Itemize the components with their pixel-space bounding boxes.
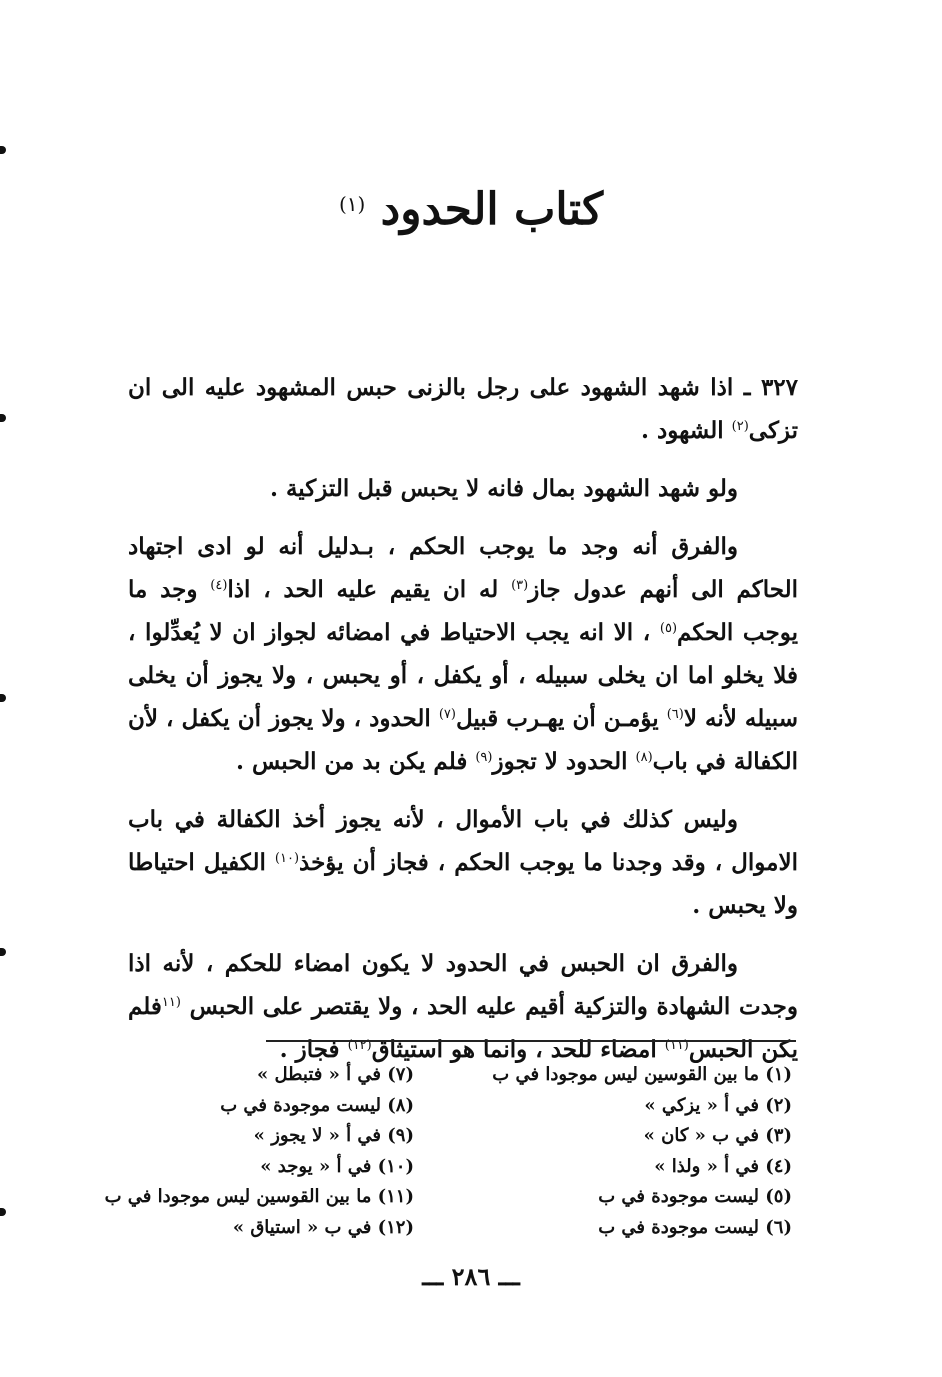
footnote-ref: (٨) (635, 750, 653, 765)
scan-edge-mark (0, 1208, 6, 1216)
footnote-separator (266, 1040, 796, 1042)
paragraph-p1 (128, 366, 798, 452)
scan-edge-mark (0, 948, 6, 956)
paragraph-p5 (128, 942, 798, 1071)
footnote-item: (١٢) في ب « استياق » (232, 1216, 414, 1238)
body-text (128, 366, 798, 1086)
footnote-item: (٥) ليست موجودة في ب (598, 1186, 792, 1207)
chapter-title-footnote-ref: (١) (338, 192, 366, 216)
paragraph-text: الحدود ، ولا يجوز أن يكفل ، لأن الكفالة في باب (128, 705, 798, 775)
footnote-item: (٨) ليست موجودة في ب (220, 1094, 414, 1116)
footnote-ref: (٤) (210, 578, 228, 593)
paragraph-text: يؤمـن أن يهـرب قبيل (455, 705, 667, 732)
footnotes-column-right (492, 1060, 792, 1243)
footnote-item: (١) ما بين القوسين ليس موجودا في ب (492, 1064, 792, 1085)
paragraph-text: فجاز . (279, 1036, 348, 1063)
footnote-ref: (٥) (659, 621, 678, 636)
footnotes-column-left (104, 1060, 414, 1243)
footnote-item: (٤) في أ « ولذا » (654, 1155, 792, 1177)
footnote-item: (١٠) في أ « يوجد » (260, 1155, 414, 1177)
paragraph-text: وليس كذلك في باب الأموال ، لأنه يجوز أخذ الكفالة في باب الاموال ، وقد وجدنا ما يوجب الحكم ، فجاز أن يؤخذ (128, 806, 798, 876)
footnote-ref: (٦) (666, 707, 684, 722)
paragraph-text: الحدود لا تجوز (492, 748, 636, 775)
footnote-ref: (١٢) (347, 1038, 372, 1053)
paragraph-text: ٣٢٧ ـ اذا شهد الشهود على رجل بالزنى حبس المشهود عليه الى ان تزكى (128, 374, 798, 444)
paragraph-text: ، الا انه يجب الاحتياط في امضائه لجواز ان لا يُعدِّلوا ، فلا يخلو اما ان يخلى سبيله ، أو يكفل ، أو يحبس ، ولا يجوز أن يخلى سبيله لأنه لا (128, 619, 798, 732)
footnote-item: (٩) في أ « لا يجوز » (253, 1125, 414, 1146)
footnote-ref: (٢) (731, 419, 749, 434)
paragraph-text: والفرق ان الحبس في الحدود لا يكون امضاء للحكم ، لأنه اذا وجدت الشهادة والتزكية أقيم عليه الحد ، ولا يقتصر على الحبس (128, 950, 798, 1020)
paragraph-text: له ان يقيم عليه الحد ، اذا (227, 576, 512, 603)
scan-edge-mark (0, 414, 6, 422)
footnote-ref: (٣) (511, 578, 529, 593)
footnote-item: (٣) في ب « كان » (643, 1125, 792, 1146)
footnote-item: (٦) ليست موجودة في ب (598, 1216, 792, 1238)
footnote-ref: (٧) (438, 707, 456, 722)
paragraph-text: والفرق أنه وجد ما يوجب الحكم ، بـدليل أنه لو ادى اجتهاد الحاكم الى أنهم عدول جاز (128, 533, 798, 603)
footnote-item: (١١) ما بين القوسين ليس موجودا في ب (104, 1186, 414, 1207)
paragraph-text: فلم يكن الحبس (128, 993, 798, 1063)
footnote-ref: (١١ (161, 995, 181, 1010)
paragraph-text: امضاء للحد ، وانما هو استيثاق (371, 1036, 665, 1063)
scan-edge-mark (0, 146, 6, 154)
footnote-ref: (٩) (475, 750, 493, 765)
paragraph-p4 (128, 798, 798, 927)
footnote-item: (٢) في أ « يزكي » (644, 1094, 792, 1116)
paragraph-text: فلم يكن بد من الحبس . (235, 748, 476, 775)
paragraph-p2 (128, 467, 798, 510)
chapter-title-text: كتاب الحدود (380, 184, 604, 235)
paragraph-text: ولو شهد الشهود بمال فانه لا يحبس قبل التزكية . (269, 475, 738, 502)
footnote-item: (٧) في أ « فتبطل » (256, 1064, 414, 1085)
paragraph-text: الكفيل احتياطا ولا يحبس . (128, 849, 798, 919)
chapter-title (0, 180, 942, 240)
footnote-ref: (١٠) (274, 851, 300, 866)
footnote-ref: (١١) (664, 1038, 689, 1053)
paragraph-p3 (128, 525, 798, 783)
scan-edge-mark (0, 694, 6, 702)
page-number: ـــ ٢٨٦ ـــ (422, 1262, 520, 1291)
paragraph-text: الشهود . (640, 417, 732, 444)
paragraph-text: وجد ما يوجب الحكم (128, 576, 798, 646)
